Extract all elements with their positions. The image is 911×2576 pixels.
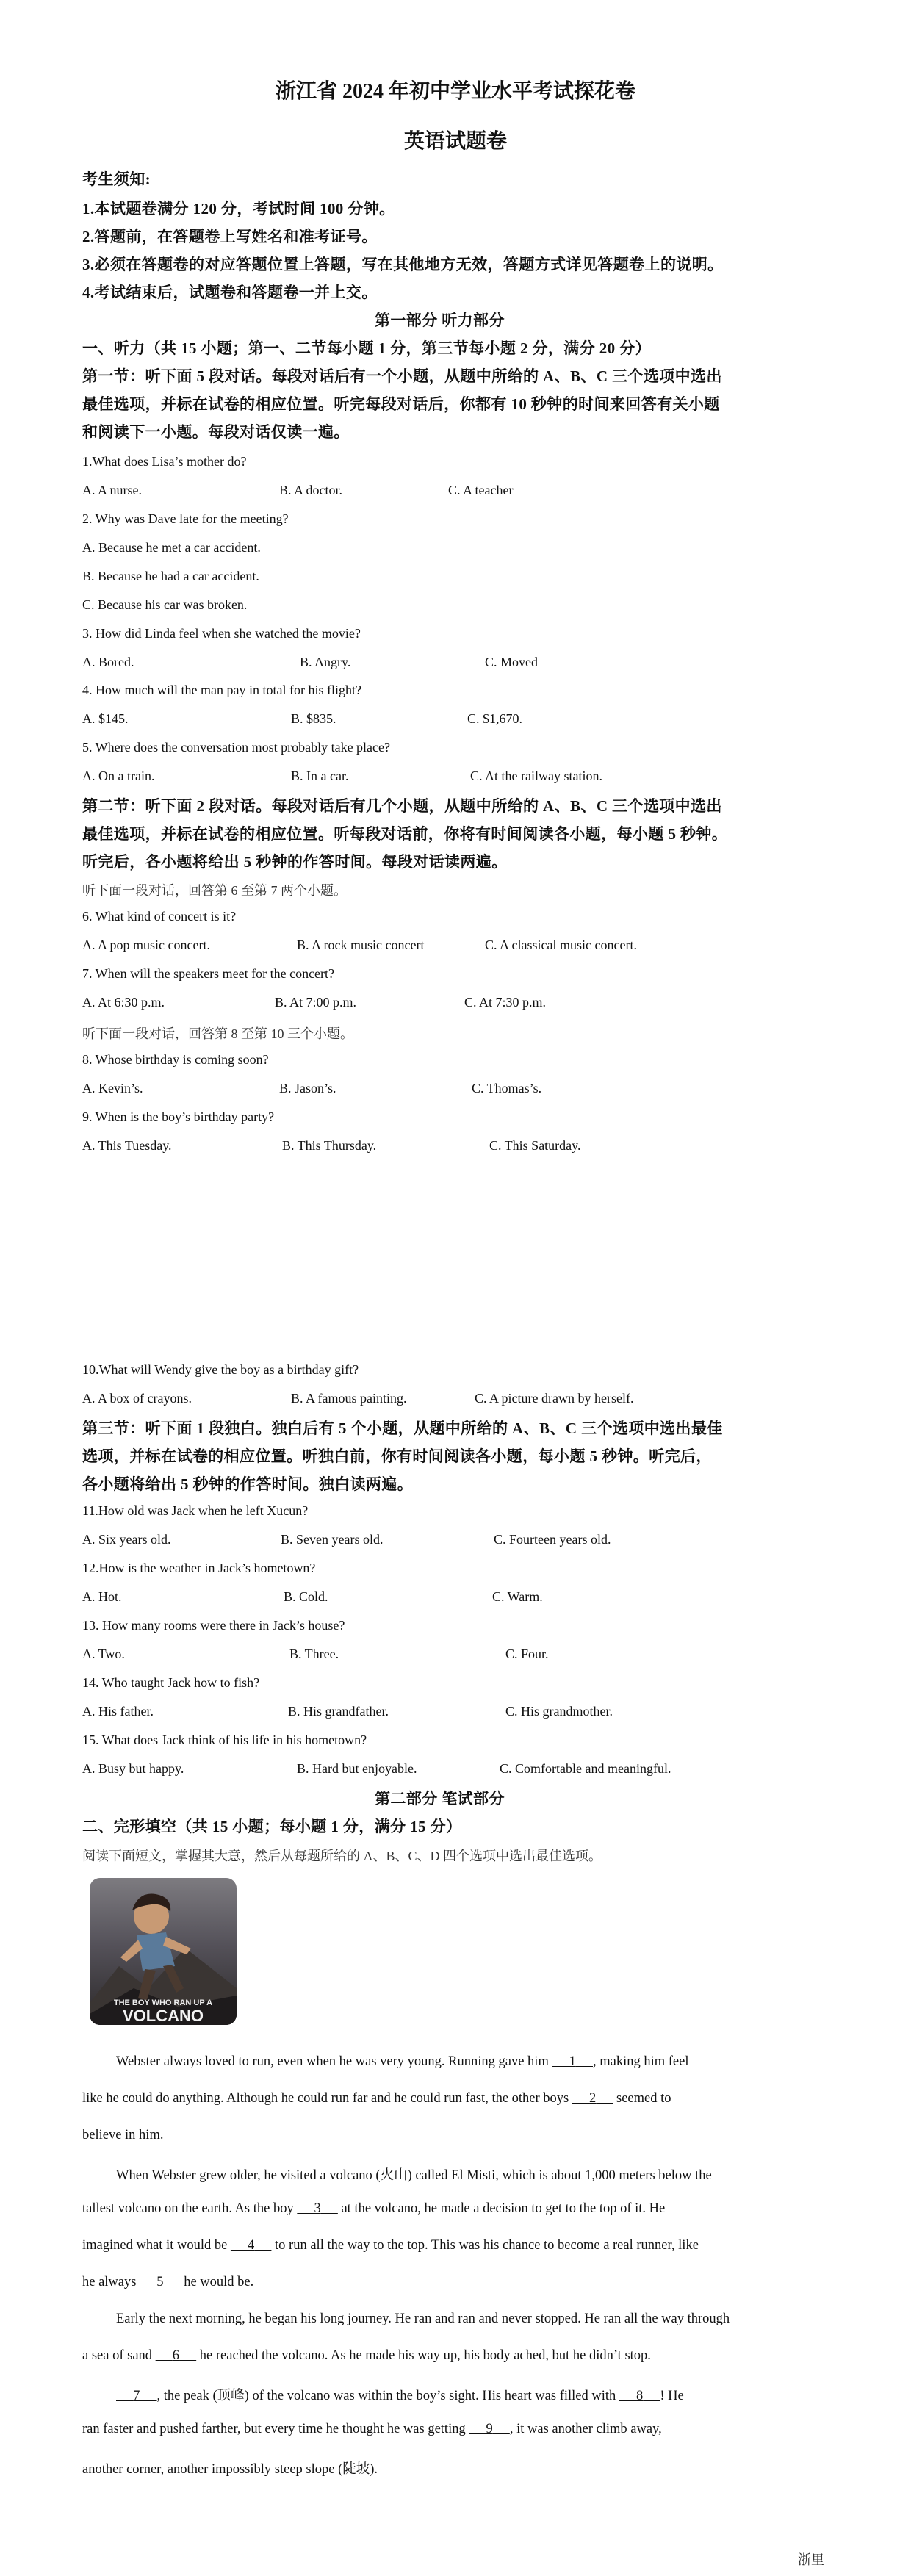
- option-c: C. Moved: [485, 655, 538, 669]
- blank-8: 8: [636, 2389, 644, 2403]
- option-c: C. Warm.: [492, 1589, 543, 1604]
- exam-subtitle: 英语试题卷: [403, 130, 507, 153]
- option-b: B. In a car.: [291, 769, 349, 783]
- option-c: C. At the railway station.: [470, 769, 602, 783]
- blank-5: 5: [156, 2275, 164, 2289]
- option-a: A. Kevin’s.: [82, 1081, 143, 1095]
- passage-line: [116, 2385, 684, 2404]
- option-c: C. Because his car was broken.: [82, 597, 248, 612]
- option-a: A. $145.: [82, 711, 129, 726]
- option-a: A. At 6:30 p.m.: [82, 995, 165, 1010]
- option-a: A. A pop music concert.: [82, 938, 210, 952]
- passage-text: , it was another climb away,: [509, 2422, 662, 2436]
- option-c: C. A classical music concert.: [485, 938, 637, 952]
- option-c: C. At 7:30 p.m.: [464, 995, 547, 1010]
- passage-line: [82, 2238, 699, 2253]
- part1-title: 第一部分 听力部分: [375, 312, 505, 329]
- passage-line: [82, 2422, 662, 2437]
- passage-text: at the volcano, he made a decision to get to the top of it. He: [337, 2201, 666, 2216]
- option-b: B. $835.: [291, 711, 336, 726]
- option-b: B. A doctor.: [279, 483, 343, 497]
- passage-line: [116, 2054, 688, 2070]
- question-13: 13. How many rooms were there in Jack’s house?: [82, 1618, 345, 1633]
- option-a: A. On a train.: [82, 769, 155, 783]
- section2-instructions: 最佳选项，并标在试卷的相应位置。听每段对话前，你将有时间阅读各小题，每小题 5 秒钟。: [82, 825, 728, 843]
- option-c: C. $1,670.: [467, 711, 523, 726]
- passage-text: , making him feel: [592, 2054, 689, 2069]
- dialogue-note: 听下面一段对话，回答第 6 至第 7 两个小题。: [82, 883, 347, 898]
- passage-text: ran faster and pushed farther, but every time he thought he was getting: [82, 2422, 469, 2436]
- cloze-heading: 二、完形填空（共 15 小题；每小题 1 分，满分 15 分）: [82, 1818, 462, 1835]
- option-b: B. Angry.: [300, 655, 351, 669]
- option-b: B. A rock music concert: [297, 938, 425, 952]
- option-a: A. This Tuesday.: [82, 1138, 172, 1153]
- option-a: A. Two.: [82, 1647, 125, 1661]
- blank-1: 1: [569, 2054, 576, 2069]
- notice-item: 4.考试结束后，试题卷和答题卷一并上交。: [82, 284, 378, 301]
- notice-item: 1.本试题卷满分 120 分，考试时间 100 分钟。: [82, 200, 395, 217]
- blank-9: 9: [486, 2422, 493, 2436]
- footer-watermark: 浙里: [798, 2552, 824, 2567]
- passage-text: imagined what it would be: [82, 2238, 231, 2253]
- question-10: 10.What will Wendy give the boy as a birthday gift?: [82, 1362, 359, 1377]
- passage-text: he would be.: [180, 2275, 254, 2289]
- question-4: 4. How much will the man pay in total for his flight?: [82, 683, 361, 697]
- question-8: 8. Whose birthday is coming soon?: [82, 1052, 269, 1067]
- passage-text: ! He: [660, 2389, 684, 2403]
- option-b: B. Cold.: [284, 1589, 328, 1604]
- notice-item: 3.必须在答题卷的对应答题位置上答题，写在其他地方无效，答题方式详见答题卷上的说明。: [82, 256, 724, 273]
- option-b: B. Seven years old.: [281, 1532, 384, 1547]
- passage-text: like he could do anything. Although he could run far and he could run fast, the other boys: [82, 2091, 572, 2106]
- passage-text: seemed to: [613, 2091, 671, 2106]
- passage-text: he always: [82, 2275, 140, 2289]
- passage-line: Early the next morning, he began his long journey. He ran and ran and never stopped. He ran all the way through: [116, 2311, 730, 2326]
- option-a: A. His father.: [82, 1704, 154, 1719]
- section1-instructions: 最佳选项，并标在试卷的相应位置。听完每段对话后，你都有 10 秒钟的时间来回答有关小题: [82, 395, 720, 413]
- passage-text: he reached the volcano. As he made his way up, his body ached, but he didn’t stop.: [196, 2348, 651, 2363]
- option-a: A. Hot.: [82, 1589, 122, 1604]
- question-12: 12.How is the weather in Jack’s hometown?: [82, 1561, 316, 1575]
- option-a: A. Because he met a car accident.: [82, 540, 261, 555]
- option-c: C. A teacher: [448, 483, 514, 497]
- part2-title: 第二部分 笔试部分: [375, 1790, 505, 1807]
- cover-text-line2: VOLCANO: [123, 2007, 204, 2025]
- boy-runner-illustration: [90, 1878, 237, 2025]
- option-b: B. A famous painting.: [291, 1391, 407, 1406]
- section1-instructions: 第一节：听下面 5 段对话。每段对话后有一个小题，从题中所给的 A、B、C 三个选项中选出: [82, 367, 722, 385]
- option-a: A. Busy but happy.: [82, 1761, 184, 1776]
- section3-instructions: 选项，并标在试卷的相应位置。听独白前，你有时间阅读各小题，每小题 5 秒钟。听完后，: [82, 1447, 712, 1465]
- option-b: B. His grandfather.: [288, 1704, 389, 1719]
- passage-text: a sea of sand: [82, 2348, 156, 2363]
- passage-line: another corner, another impossibly steep slope (陡坡).: [82, 2462, 378, 2477]
- blank-7: 7: [133, 2389, 140, 2403]
- dialogue-note: 听下面一段对话，回答第 8 至第 10 三个小题。: [82, 1026, 353, 1041]
- blank-3: 3: [314, 2201, 321, 2216]
- notice-item: 2.答题前，在答题卷上写姓名和准考证号。: [82, 228, 378, 245]
- section3-instructions: 第三节：听下面 1 段独白。独白后有 5 个小题，从题中所给的 A、B、C 三个选项中选出最佳: [82, 1420, 723, 1437]
- blank-6: 6: [172, 2348, 180, 2363]
- passage-line: When Webster grew older, he visited a volcano (火山) called El Misti, which is about 1,000 meters below the: [116, 2168, 712, 2183]
- passage-line: [82, 2348, 651, 2364]
- option-b: B. Because he had a car accident.: [82, 569, 259, 583]
- question-9: 9. When is the boy’s birthday party?: [82, 1109, 275, 1124]
- option-b: B. This Thursday.: [282, 1138, 377, 1153]
- passage-line: believe in him.: [82, 2128, 164, 2143]
- cover-text-line1: THE BOY WHO RAN UP A: [113, 1998, 213, 2007]
- question-14: 14. Who taught Jack how to fish?: [82, 1675, 260, 1690]
- cloze-instruction: 阅读下面短文，掌握其大意，然后从每题所给的 A、B、C、D 四个选项中选出最佳选项。: [82, 1849, 602, 1863]
- question-5: 5. Where does the conversation most probably take place?: [82, 740, 391, 755]
- option-c: C. Comfortable and meaningful.: [500, 1761, 671, 1776]
- option-b: B. Three.: [289, 1647, 339, 1661]
- question-2: 2. Why was Dave late for the meeting?: [82, 511, 289, 526]
- option-a: A. A box of crayons.: [82, 1391, 192, 1406]
- passage-text: Webster always loved to run, even when he was very young. Running gave him: [116, 2054, 552, 2069]
- section2-instructions: 听完后，各小题将给出 5 秒钟的作答时间。每段对话读两遍。: [82, 853, 508, 871]
- section3-instructions: 各小题将给出 5 秒钟的作答时间。独白读两遍。: [82, 1475, 414, 1493]
- question-3: 3. How did Linda feel when she watched the movie?: [82, 626, 361, 641]
- option-c: C. This Saturday.: [489, 1138, 581, 1153]
- option-c: C. Fourteen years old.: [494, 1532, 611, 1547]
- question-7: 7. When will the speakers meet for the concert?: [82, 966, 335, 981]
- option-a: A. A nurse.: [82, 483, 142, 497]
- question-11: 11.How old was Jack when he left Xucun?: [82, 1503, 309, 1518]
- option-a: A. Six years old.: [82, 1532, 171, 1547]
- option-c: C. A picture drawn by herself.: [475, 1391, 634, 1406]
- option-b: B. At 7:00 p.m.: [275, 995, 357, 1010]
- passage-text: , the peak (顶峰) of the volcano was within the boy’s sight. His heart was filled with: [156, 2389, 619, 2403]
- passage-text: to run all the way to the top. This was his chance to become a real runner, like: [271, 2238, 699, 2253]
- option-c: C. Four.: [505, 1647, 549, 1661]
- option-b: B. Hard but enjoyable.: [297, 1761, 417, 1776]
- passage-line: [82, 2091, 671, 2107]
- exam-title: 浙江省 2024 年初中学业水平考试探花卷: [275, 80, 635, 103]
- blank-2: 2: [589, 2091, 597, 2106]
- book-cover-image: [90, 1878, 237, 2025]
- listening-heading: 一、听力（共 15 小题；第一、二节每小题 1 分，第三节每小题 2 分，满分 20 分）: [82, 339, 651, 357]
- option-c: C. His grandmother.: [505, 1704, 613, 1719]
- option-b: B. Jason’s.: [279, 1081, 336, 1095]
- passage-line: [82, 2275, 253, 2290]
- blank-4: 4: [248, 2238, 255, 2253]
- passage-line: [82, 2201, 665, 2217]
- passage-text: tallest volcano on the earth. As the boy: [82, 2201, 298, 2216]
- question-1: 1.What does Lisa’s mother do?: [82, 454, 247, 469]
- option-a: A. Bored.: [82, 655, 134, 669]
- question-6: 6. What kind of concert is it?: [82, 909, 237, 924]
- section1-instructions: 和阅读下一小题。每段对话仅读一遍。: [82, 423, 350, 441]
- option-c: C. Thomas’s.: [472, 1081, 542, 1095]
- notice-label: 考生须知:: [82, 170, 151, 188]
- question-15: 15. What does Jack think of his life in his hometown?: [82, 1733, 367, 1747]
- section2-instructions: 第二节：听下面 2 段对话。每段对话后有几个小题，从题中所给的 A、B、C 三个选项中选出: [82, 797, 722, 815]
